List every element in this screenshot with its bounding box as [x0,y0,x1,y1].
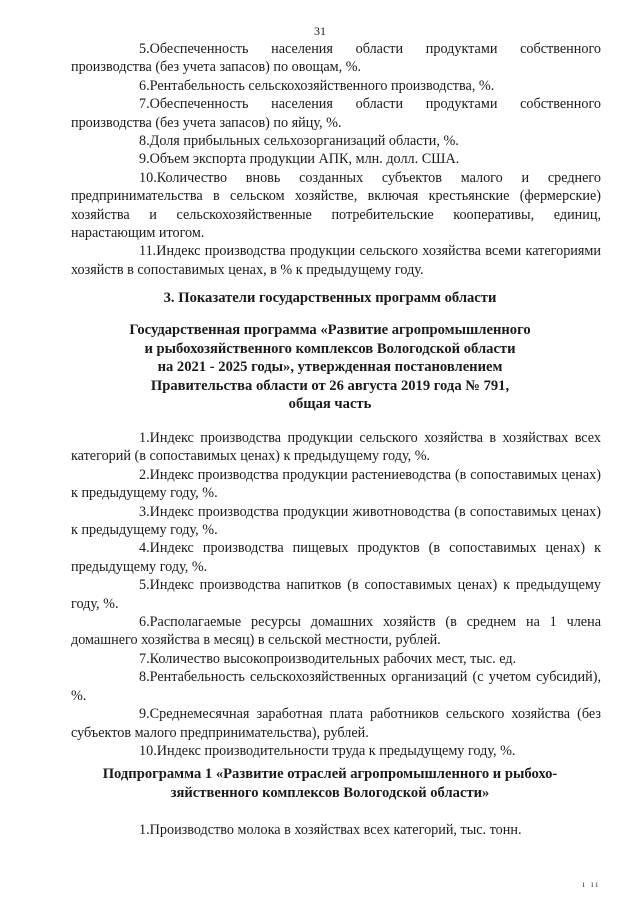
item-number: 8. [139,669,150,686]
list-item [71,705,601,742]
page-number: 31 [314,24,326,38]
item-number: 1. [139,430,150,446]
item-text: Производство молока в хозяйствах всех категорий, тыс. тонн. [149,822,522,838]
item-text: Индекс производства пищевых продуктов (в сопоставимых ценах) к предыдущему году, %. [71,540,601,575]
item-number: 6. [139,77,150,94]
item-number: 3. [139,503,150,520]
heading-line: Государственная программа «Развитие агропромышленного [129,322,531,338]
item-text: Обеспеченность населения области продуктами собственного производства (без учета запасов) по яйцу, %. [71,96,601,131]
item-text: Индекс производства продукции растениеводства (в сопоставимых ценах) к предыдущему году, %. [71,466,601,502]
list-item [71,539,601,576]
list-b [71,429,601,760]
item-text: Рентабельность сельскохозяйственных организаций (с учетом субсидий), %. [71,669,601,704]
list-item [71,821,601,839]
item-number: 10. [139,742,157,759]
list-item [71,169,601,243]
list-item [71,132,601,150]
item-number: 1. [139,822,150,838]
subprogram-title [60,765,600,802]
section-title: 3. Показатели государственных программ области [163,290,497,306]
item-number: 4. [139,540,150,557]
item-number: 7. [139,650,150,667]
item-text: Индекс производства продукции сельского хозяйства в хозяйствах всех категорий (в сопоставимых ценах) к предыдущему году, %. [71,430,601,465]
list-c [71,821,601,839]
list-item [71,242,601,279]
item-number: 9. [139,706,150,723]
item-number: 8. [139,133,150,150]
item-text: Индекс производства напитков (в сопоставимых ценах) к предыдущему году, %. [71,577,601,612]
list-item [71,466,601,503]
item-number: 7. [139,96,150,113]
item-text: Рентабельность сельскохозяйственного производства, %. [149,77,495,94]
item-text: Объем экспорта продукции АПК, млн. долл. США. [149,151,460,168]
item-text: Количество высокопроизводительных рабочих мест, тыс. ед. [149,650,517,667]
item-number: 2. [139,466,150,483]
list-item [71,503,601,540]
item-number: 10. [139,169,157,186]
list-item [71,95,601,132]
list-item [71,650,601,668]
program-title [60,321,600,414]
list-a [71,40,601,279]
item-text: Располагаемые ресурсы домашних хозяйств (в среднем на 1 члена домашнего хозяйства в месяц) в сельской местности, рублей. [71,614,601,649]
heading-line: и рыбохозяйственного комплексов Вологодской области [144,340,516,357]
corner-mark: ı ıı [582,878,600,889]
item-text: Доля прибыльных сельхозорганизаций области, %. [149,133,459,150]
list-item [71,668,601,705]
item-number: 5. [139,41,150,57]
item-number: 5. [139,577,150,594]
item-number: 9. [139,151,150,168]
item-text: Индекс производительности труда к предыдущему году, %. [156,742,516,759]
list-item [71,613,601,650]
item-text: Индекс производства продукции животноводства (в сопоставимых ценах) к предыдущему году, %. [71,503,601,539]
list-item [71,742,601,760]
heading-line: зяйственного комплексов Вологодской области» [170,784,490,801]
heading-line: Правительства области от 26 августа 2019 года № 791, [150,377,510,394]
list-item [71,576,601,613]
list-item [71,150,601,168]
list-item [71,77,601,95]
heading-line: общая часть [288,396,372,413]
heading-line: Подпрограмма 1 «Развитие отраслей агропромышленного и рыбохо- [102,766,558,782]
item-text: Индекс производства продукции сельского хозяйства всеми категориями хозяйств в сопоставимых ценах, в % к предыдущему году. [71,243,601,278]
list-item [71,429,601,466]
item-number: 11. [139,243,157,260]
item-text: Обеспеченность населения области продуктами собственного производства (без учета запасов) по овощам, %. [71,41,601,76]
list-item [71,40,601,77]
item-text: Количество вновь созданных субъектов малого и среднего предпринимательства в сельском хозяйстве, включая крестьянские (фермерские) хозяйства и сельскохозяйственные потребительские кооперативы, единиц, нарастающим итогом. [71,169,601,242]
item-text: Среднемесячная заработная плата работников сельского хозяйства (без субъектов малого предпринимательства), рублей. [71,706,601,741]
item-number: 6. [139,614,150,631]
heading-line: на 2021 - 2025 годы», утвержденная постановлением [157,359,503,376]
